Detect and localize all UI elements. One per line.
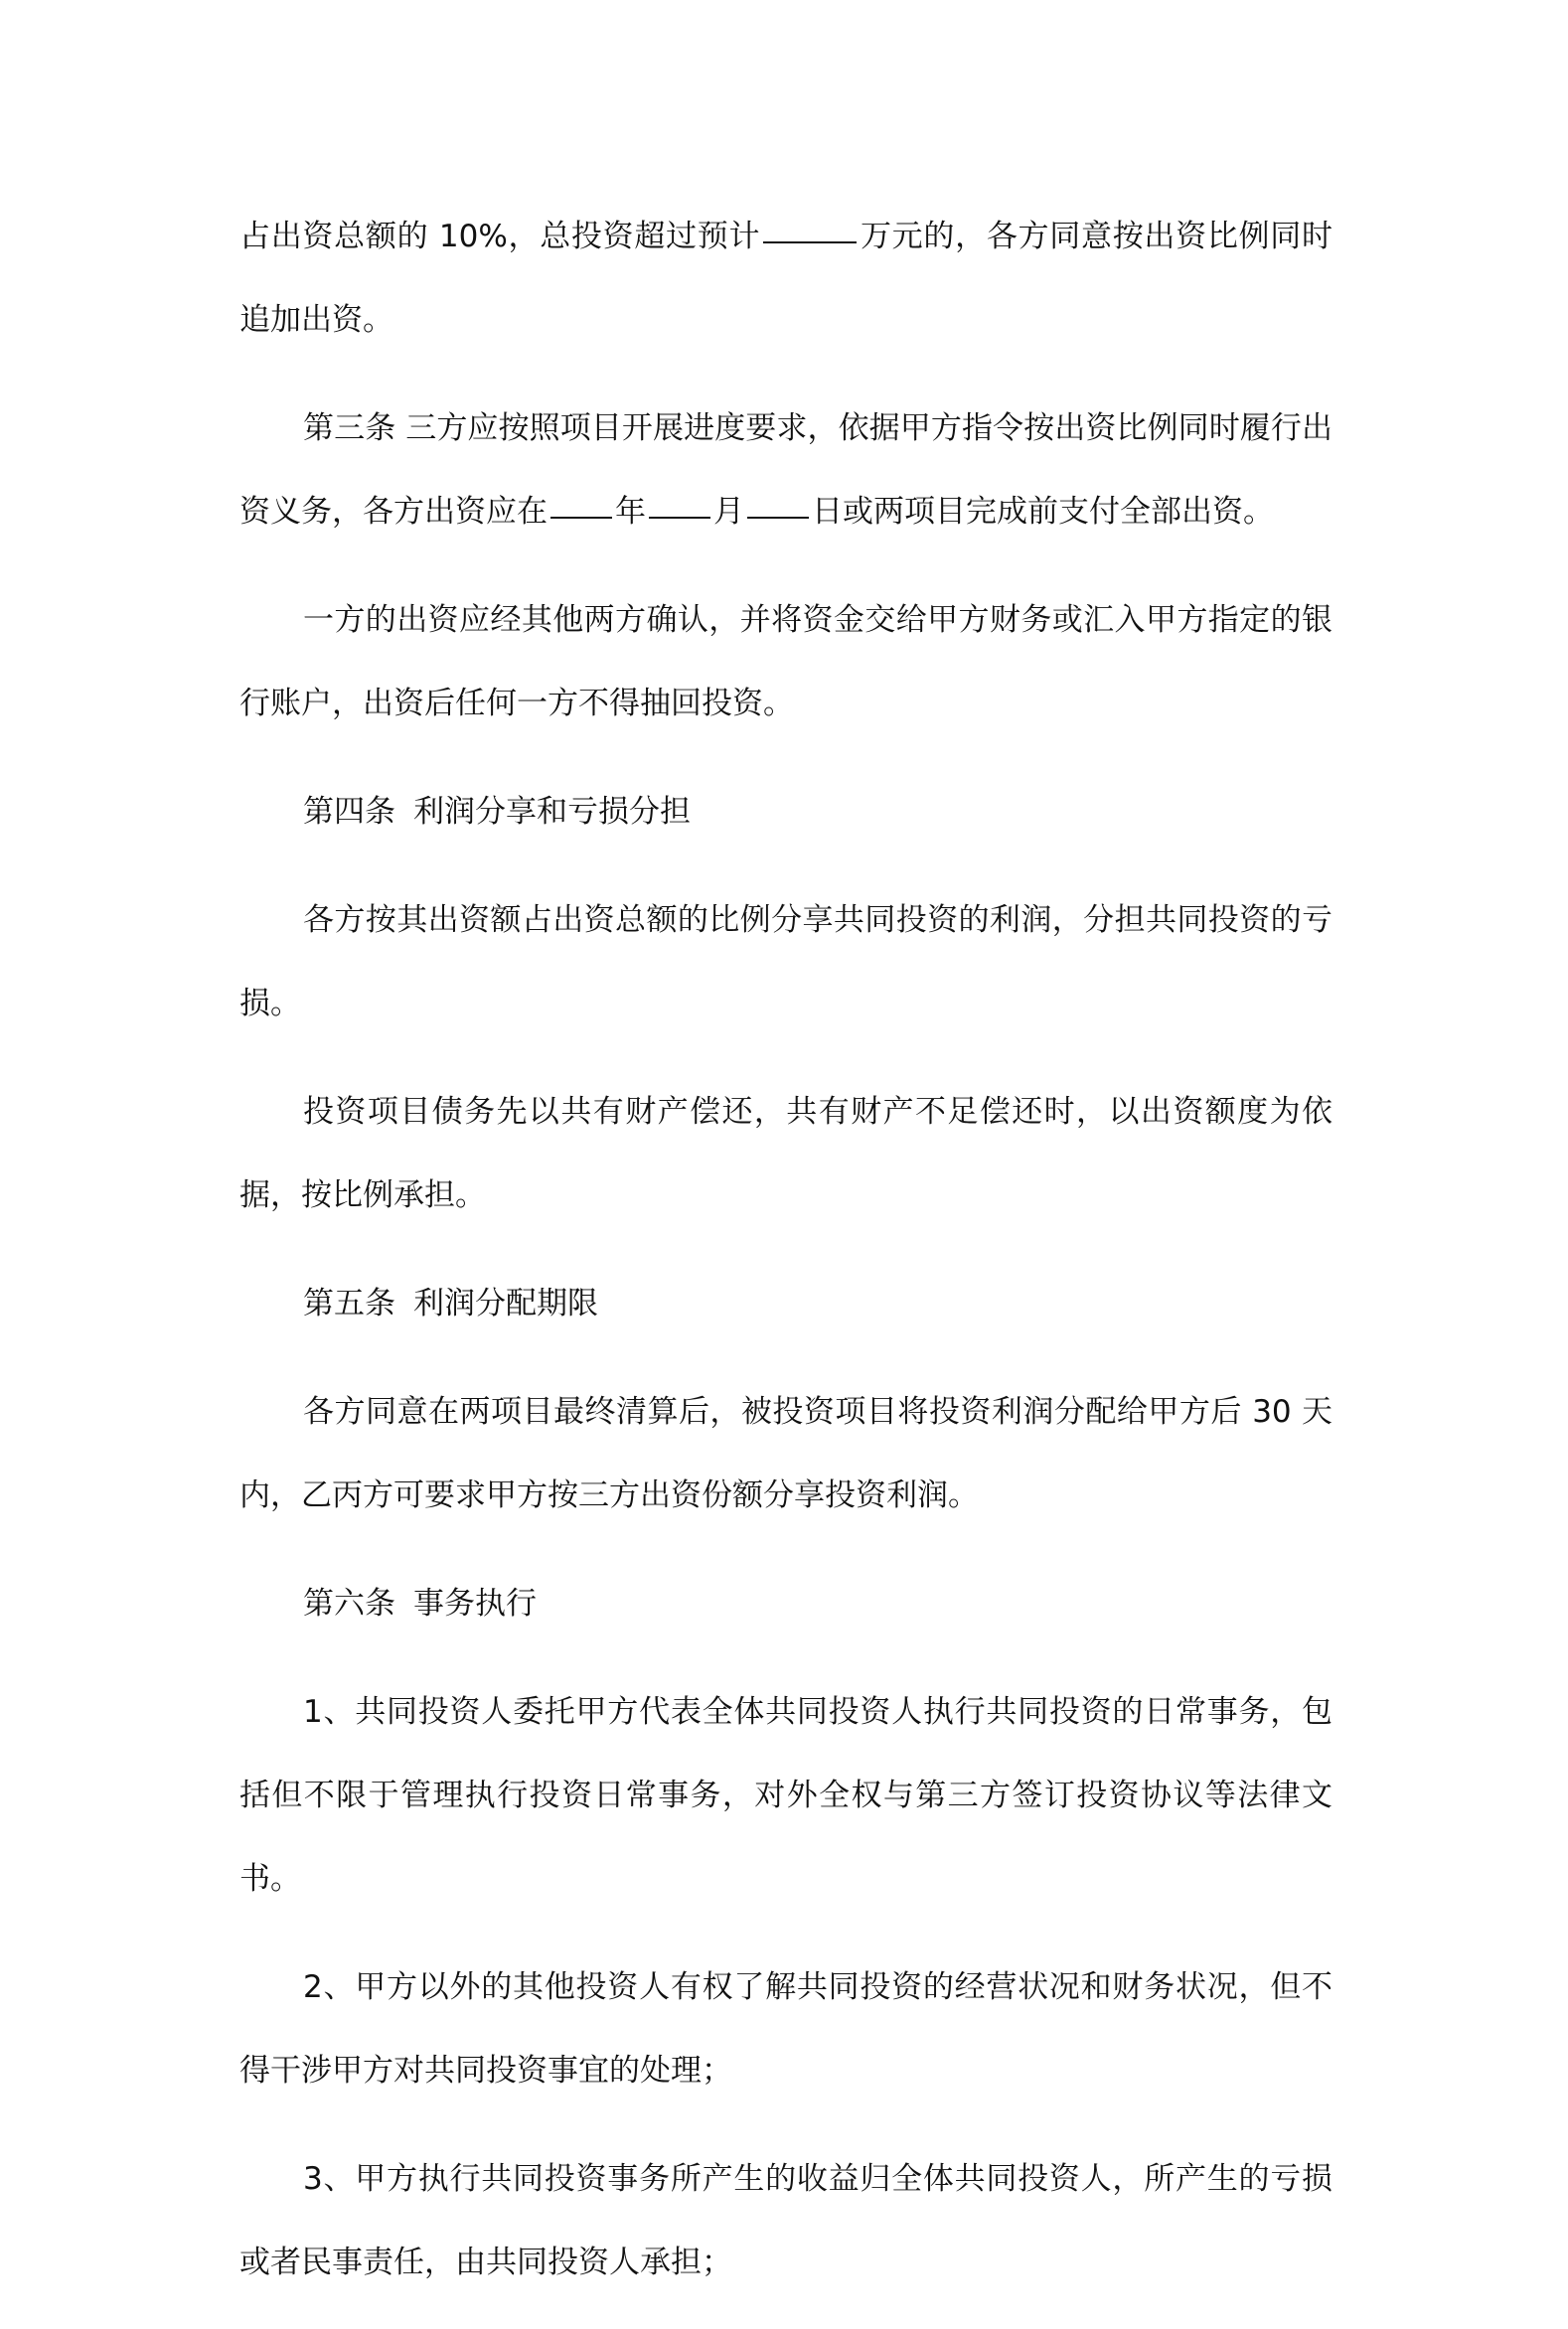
amount-blank-line [763,240,857,243]
article-5-heading [239,1262,1333,1345]
article-title: 利润分享和亏损分担 [413,794,691,830]
list-item-1: 1、共同投资人委托甲方代表全体共同投资人执行共同投资的日常事务，包括但不限于管理执行投资日常事务，对外全权与第三方签订投资协议等法律文书。 [239,1694,1333,1897]
paragraph-text: 万元的，各方同意按出资比例同时追加出资。 [239,219,1333,338]
year-blank-line [550,516,612,519]
month-label: 月 [713,494,744,530]
paragraph-capital-confirmation: 一方的出资应经其他两方确认，并将资金交给甲方财务或汇入甲方指定的银行账户，出资后任何一方不得抽回投资。 [239,602,1333,721]
article-number: 第五条 [303,1286,395,1321]
year-label: 年 [615,494,646,530]
document-page [239,195,1333,2329]
paragraph-profit-sharing: 各方按其出资额占出资总额的比例分享共同投资的利润，分担共同投资的亏损。 [239,902,1333,1021]
paragraph-article-3 [239,387,1333,553]
list-item-2: 2、甲方以外的其他投资人有权了解共同投资的经营状况和财务状况，但不得干涉甲方对共同投资事宜的处理； [239,1969,1333,2089]
month-blank-line [649,516,710,519]
article-number: 第四条 [303,794,395,830]
article-number: 第六条 [303,1586,395,1622]
article-title: 事务执行 [413,1586,537,1622]
paragraph-text: 占出资总额的 10%，总投资超过预计 [239,219,761,254]
article-4-heading [239,770,1333,854]
paragraph-capital-addition [239,195,1333,362]
paragraph-debt-repayment: 投资项目债务先以共有财产偿还，共有财产不足偿还时，以出资额度为依据，按比例承担。 [239,1094,1333,1213]
paragraph-text: 第三条 三方应按照项目开展进度要求，依据甲方指令按出资比例同时履行出资义务，各方出资应在 [239,410,1333,530]
article-title: 利润分配期限 [413,1286,598,1321]
paragraph-profit-distribution: 各方同意在两项目最终清算后，被投资项目将投资利润分配给甲方后 30 天内，乙丙方可要求甲方按三方出资份额分享投资利润。 [239,1394,1333,1513]
paragraph-text: 日或两项目完成前支付全部出资。 [812,494,1274,530]
day-blank-line [747,516,809,519]
article-6-heading [239,1562,1333,1645]
list-item-3: 3、甲方执行共同投资事务所产生的收益归全体共同投资人，所产生的亏损或者民事责任，由共同投资人承担； [239,2161,1333,2280]
